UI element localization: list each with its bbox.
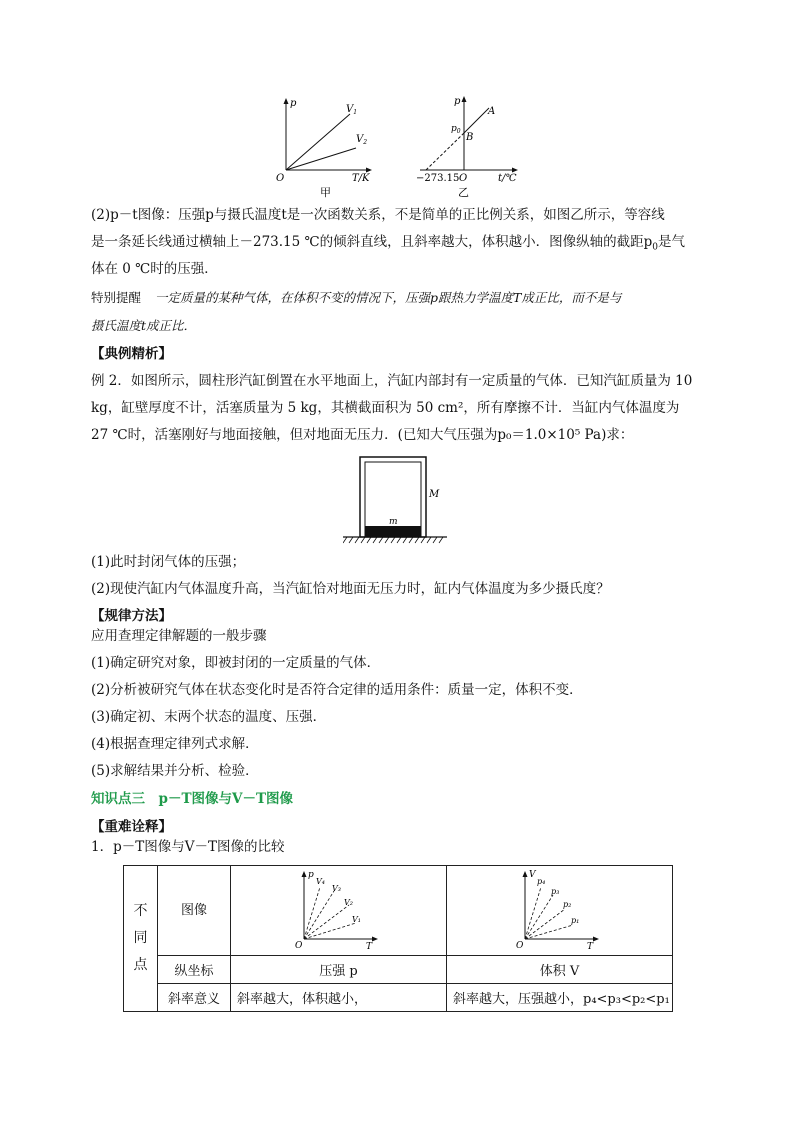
fig-b-point-a: A xyxy=(488,106,496,117)
side-label-cell xyxy=(124,866,158,1012)
vt-figure-cell xyxy=(447,866,673,956)
vt-line-p2: p₂ xyxy=(562,899,571,909)
fig-a-y-label: p xyxy=(290,98,297,109)
row3-label: 斜率意义 xyxy=(158,984,231,1012)
knowledge-point-title: 知识点三 p－T图像与V－T图像 xyxy=(91,791,294,807)
fig-b-neg-tick: −273.15 xyxy=(416,173,460,184)
fig-b-y-label: p xyxy=(454,96,461,107)
method-header: 【规律方法】 xyxy=(91,608,172,624)
example-line-1: 例 2．如图所示，圆柱形汽缸倒置在水平地面上，汽缸内部封有一定质量的气体．已知汽缸质量为 10 xyxy=(91,373,693,389)
vt-line-p3: p₃ xyxy=(550,886,559,896)
method-step-1: (1)确定研究对象，即被封闭的一定质量的气体． xyxy=(91,655,381,671)
row2-pt: 压强 p xyxy=(231,956,447,984)
fig-a-x-label: T/K xyxy=(352,173,370,184)
side-label-2: 同 xyxy=(133,930,148,946)
fig-a-origin: O xyxy=(276,173,285,184)
note-line-1 xyxy=(91,288,621,308)
pt-line-2-text: 是一条延长线通过横轴上－273.15 ℃的倾斜直线，且斜率越大，体积越小．图像纵轴的截距p xyxy=(91,234,653,250)
fig-a-line1: V xyxy=(346,104,354,115)
pt-line-2-tail: 是气 xyxy=(658,234,686,250)
fig-a-line2: V xyxy=(356,134,364,145)
key-header: 【重难诠释】 xyxy=(91,819,172,835)
row3-pt: 斜率越大，体积越小， xyxy=(231,984,447,1012)
cylinder-M-label: M xyxy=(429,489,440,500)
fig-a-line2-sub: 2 xyxy=(363,139,368,146)
pt-line-2 xyxy=(91,232,685,258)
vt-y-label: V xyxy=(528,869,535,880)
svg-text:V2 xyxy=(356,134,367,146)
method-step-3: (3)确定初、末两个状态的温度、压强． xyxy=(91,709,327,725)
fig-a-line1-sub: 1 xyxy=(353,109,358,116)
question-1: (1)此时封闭气体的压强； xyxy=(91,554,246,570)
figure-yi xyxy=(414,92,526,204)
pt-line-1: (2)p－t图像：压强p与摄氏温度t是一次函数关系，不是简单的正比例关系，如图乙所示，等容线 xyxy=(91,207,665,223)
pt-line-v3: V₃ xyxy=(331,883,341,893)
fig-b-origin: O xyxy=(459,173,468,184)
row2-vt: 体积 V xyxy=(447,956,673,984)
vt-x-label: T xyxy=(586,941,593,951)
pt-origin: O xyxy=(294,940,302,951)
pt-line-v2: V₂ xyxy=(343,897,353,907)
pt-y-label: p xyxy=(307,869,314,880)
row1-label: 图像 xyxy=(158,866,231,956)
example-header: 【典例精析】 xyxy=(91,346,172,362)
svg-text:V1 xyxy=(346,104,357,116)
fig-b-x-label: t/℃ xyxy=(498,173,517,184)
piston-m-label: m xyxy=(389,517,398,527)
cylinder-figure xyxy=(343,453,453,548)
method-intro: 应用查理定律解题的一般步骤 xyxy=(91,628,267,644)
vt-line-p4: p₄ xyxy=(536,876,545,886)
example-line-2: kg，缸壁厚度不计，活塞质量为 5 kg，其横截面积为 50 cm²，所有摩擦不计．当缸内气体温度为 xyxy=(91,400,680,416)
fig-b-point-b: B xyxy=(466,132,474,143)
vt-figure xyxy=(515,867,605,951)
note-line-2: 摄氏温度t成正比． xyxy=(91,318,197,333)
side-label-3: 点 xyxy=(133,957,148,973)
note-text-1: 一定质量的某种气体，在体积不变的情况下，压强p跟热力学温度T成正比，而不是与 xyxy=(155,290,622,305)
fig-b-intercept-sub: 0 xyxy=(456,128,461,135)
method-step-2: (2)分析被研究气体在状态变化时是否符合定律的适用条件：质量一定，体积不变． xyxy=(91,682,583,698)
vt-line-p1: p₁ xyxy=(570,915,579,925)
method-step-5: (5)求解结果并分析、检验． xyxy=(91,763,259,779)
comparison-table xyxy=(123,865,673,1012)
fig-b-intercept: p xyxy=(451,124,457,134)
fig-b-caption: 乙 xyxy=(458,186,469,199)
pt-figure-cell xyxy=(231,866,447,956)
fig-a-caption: 甲 xyxy=(320,186,331,199)
question-2: (2)现使汽缸内气体温度升高，当汽缸恰对地面无压力时，缸内气体温度为多少摄氏度？ xyxy=(91,581,610,597)
pt-line-v4: V₄ xyxy=(315,876,325,886)
example-line-3: 27 ℃时，活塞刚好与地面接触，但对地面无压力．(已知大气压强为p₀＝1.0×10⁵ Pa)求： xyxy=(91,427,634,443)
side-label-1: 不 xyxy=(133,903,148,919)
pt-line-2-sub: 0 xyxy=(652,242,659,253)
figure-jia xyxy=(272,92,384,204)
svg-text:p0 xyxy=(451,124,461,135)
method-step-4: (4)根据查理定律列式求解． xyxy=(91,736,259,752)
note-label: 特别提醒 xyxy=(91,290,142,305)
pt-line-3: 体在 0 ℃时的压强． xyxy=(91,261,218,277)
row2-label: 纵坐标 xyxy=(158,956,231,984)
row3-vt: 斜率越大，压强越小，p₄<p₃<p₂<p₁ xyxy=(447,984,673,1012)
pt-line-v1: V₁ xyxy=(351,914,361,924)
pt-figure xyxy=(294,867,384,951)
pt-x-label: T xyxy=(365,941,372,951)
compare-title: 1．p－T图像与V－T图像的比较 xyxy=(91,839,285,855)
vt-origin: O xyxy=(515,940,523,951)
